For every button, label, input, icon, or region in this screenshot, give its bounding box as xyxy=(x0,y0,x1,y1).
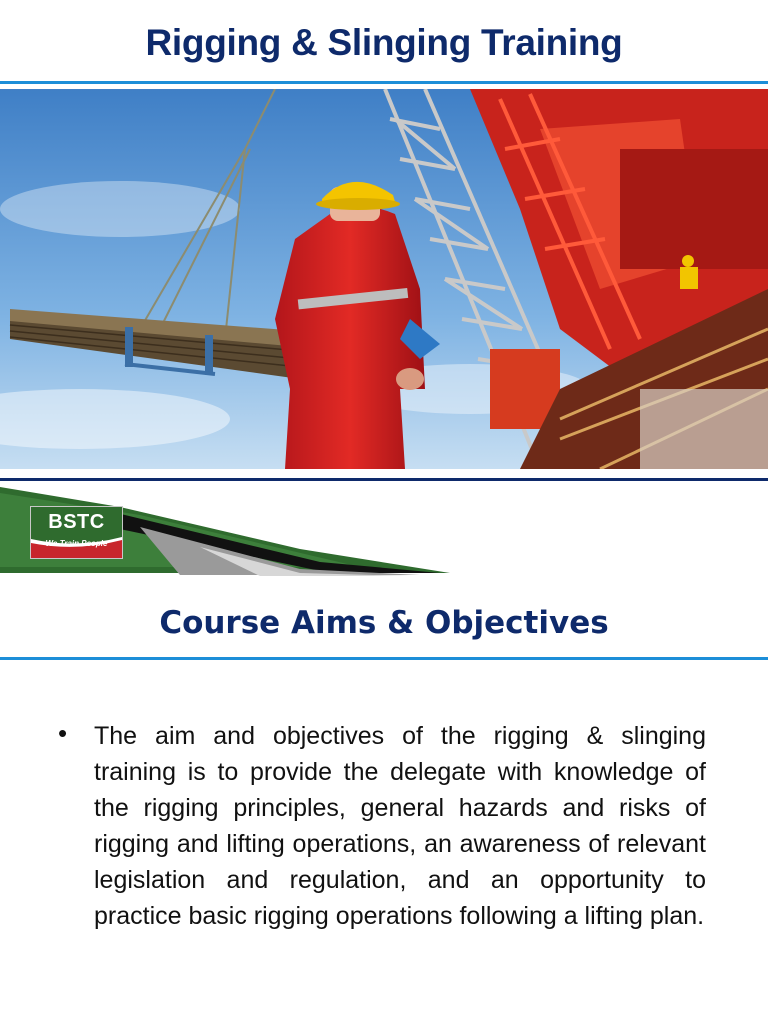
rigging-photo xyxy=(0,89,768,469)
title-divider xyxy=(0,81,768,84)
logo-wordmark: BSTC xyxy=(31,507,122,537)
page-title: Rigging & Slinging Training xyxy=(145,22,623,63)
photo-divider xyxy=(0,478,768,481)
bullet-icon: • xyxy=(58,718,68,748)
section-heading: Course Aims & Objectives xyxy=(159,605,609,641)
bstc-logo xyxy=(31,507,122,558)
heading-divider xyxy=(0,657,768,660)
course-aims-paragraph: The aim and objectives of the rigging & slinging training is to provide the delegate with knowledge of the rigging principles, general hazards and risks of rigging and lifting operations, an awareness of relevant legislation and regulation, and an opportunity to practice basic rigging operations following a lifting plan. xyxy=(94,722,706,930)
logo-tagline: We Train People xyxy=(45,539,108,548)
